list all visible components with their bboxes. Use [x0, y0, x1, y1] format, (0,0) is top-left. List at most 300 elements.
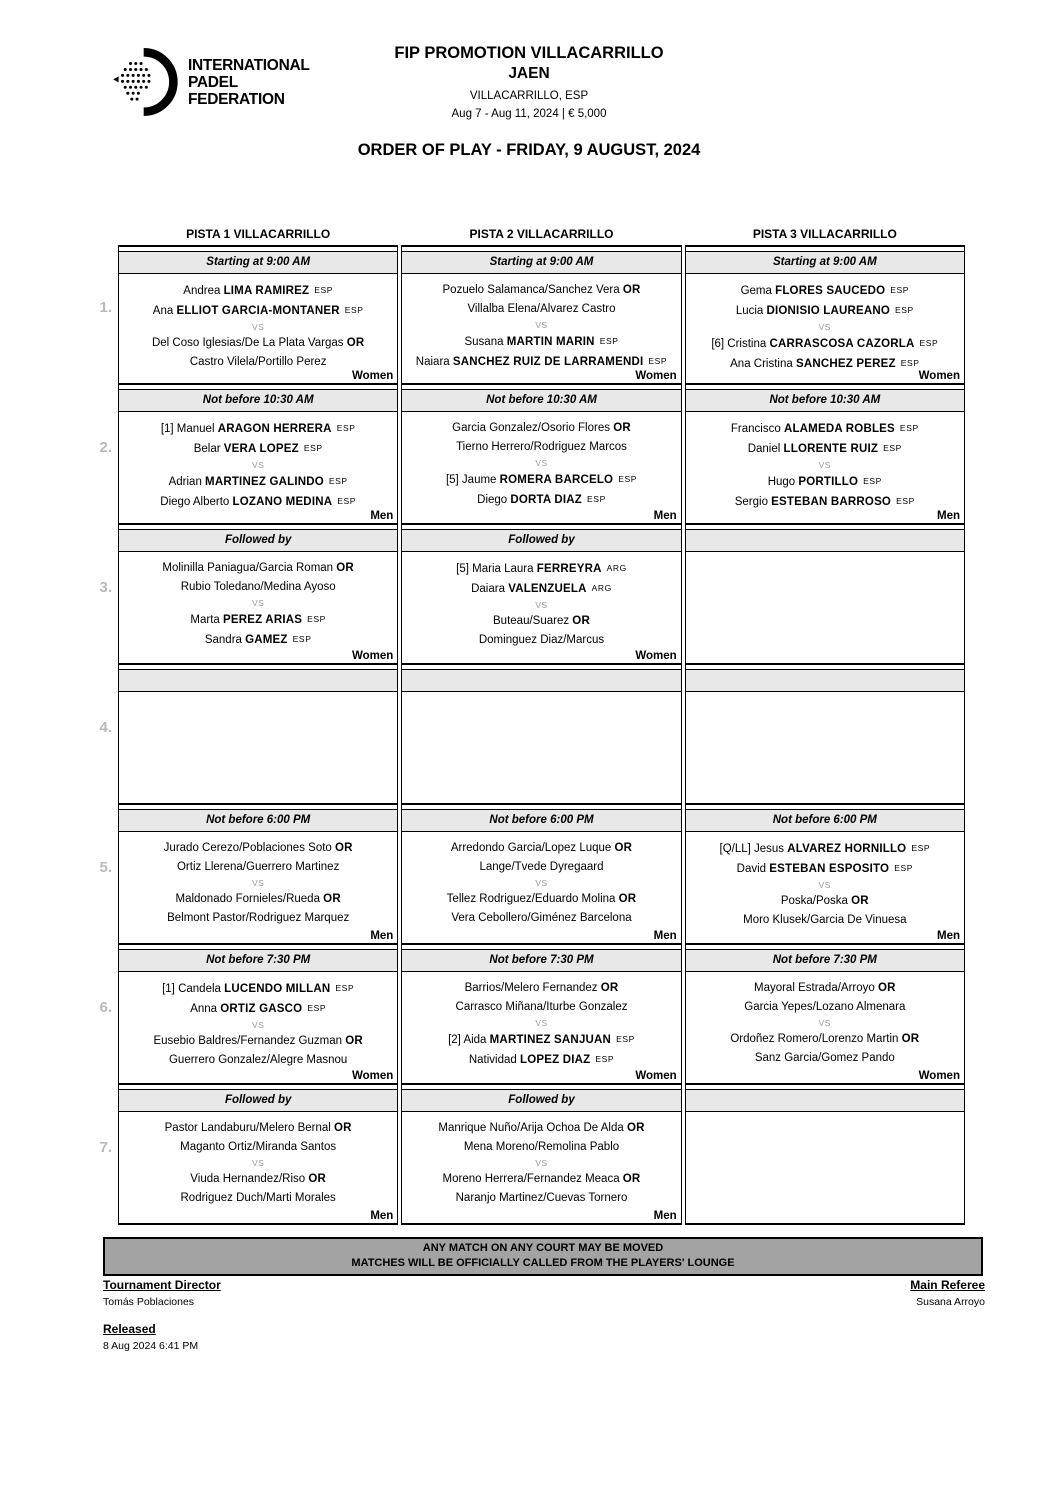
player-text: Daiara	[471, 583, 509, 595]
country-code: ESP	[648, 356, 668, 366]
gender-label: Men	[370, 1210, 394, 1222]
match-line	[402, 1189, 680, 1208]
match-line	[402, 631, 680, 650]
gender-label: Women	[352, 650, 394, 662]
court-headers	[118, 227, 965, 241]
row-number: 5.	[99, 859, 112, 876]
match-line	[402, 1138, 680, 1157]
vs-label: VS	[535, 878, 548, 888]
player-last-name: OR	[877, 982, 896, 994]
federation-name-line2: PADEL	[188, 73, 238, 91]
gender-label: Women	[918, 370, 960, 382]
player-text: Garcia Gonzalez/Osorio Flores	[452, 422, 614, 434]
player-last-name: ORTIZ GASCO	[220, 1003, 303, 1015]
time-band: Not before 7:30 PM	[686, 949, 964, 972]
match-block	[119, 832, 397, 945]
match-line	[119, 1189, 397, 1208]
court-cell	[118, 665, 398, 805]
player-last-name: OR	[622, 284, 641, 296]
notice-line1: ANY MATCH ON ANY COURT MAY BE MOVED	[422, 1242, 664, 1254]
player-last-name: OR	[572, 615, 590, 627]
match-line	[402, 352, 680, 372]
player-last-name: OR	[345, 1035, 363, 1047]
match-line	[402, 438, 680, 457]
player-last-name: VERA LOPEZ	[223, 443, 299, 455]
player-text: Pastor Landaburu/Melero Bernal	[164, 1122, 335, 1134]
player-text: [2] Aida	[448, 1034, 490, 1046]
match-block	[686, 412, 964, 525]
match-line	[119, 281, 397, 301]
country-code: ESP	[900, 358, 920, 368]
match-line	[119, 999, 397, 1019]
match-line	[686, 472, 964, 492]
match-line	[402, 490, 680, 510]
court-cell	[685, 1085, 965, 1225]
match-line	[686, 911, 964, 930]
player-text: [5] Maria Laura	[456, 563, 537, 575]
time-band: Not before 7:30 PM	[402, 949, 680, 972]
court-cell	[685, 945, 965, 1085]
court-cell	[401, 525, 681, 665]
player-last-name: ALAMEDA ROBLES	[783, 423, 895, 435]
main-referee-label: Main Referee	[910, 1278, 985, 1292]
player-text: [5] Jaume	[445, 474, 500, 486]
player-text: [1] Candela	[162, 983, 225, 995]
country-code: ESP	[883, 443, 902, 453]
match-line	[686, 998, 964, 1017]
country-code: ESP	[328, 476, 348, 486]
country-code: ESP	[314, 285, 334, 295]
match-block	[686, 1112, 964, 1225]
match-block	[686, 274, 964, 385]
match-line	[686, 439, 964, 459]
match-line	[119, 559, 397, 578]
order-of-play-title: ORDER OF PLAY - FRIDAY, 9 AUGUST, 2024	[357, 141, 701, 159]
player-text: Naiara	[415, 356, 453, 368]
match-line	[119, 610, 397, 630]
player-last-name: OR	[622, 1173, 641, 1185]
player-text: Dominguez Diaz/Marcus	[478, 634, 605, 646]
vs-label: VS	[251, 878, 265, 888]
vs-label: VS	[251, 460, 265, 470]
player-last-name: SANCHEZ RUIZ DE LARRAMENDI	[452, 356, 644, 368]
player-last-name: LOZANO MEDINA	[232, 496, 333, 508]
vs-label: VS	[251, 1020, 265, 1030]
match-block	[686, 552, 964, 665]
country-code: ESP	[894, 863, 913, 873]
player-text: Carrasco Miñana/Iturbe Gonzalez	[455, 1001, 628, 1013]
player-text: David	[736, 863, 770, 875]
player-last-name: ESTEBAN ESPOSITO	[769, 863, 890, 875]
player-last-name: CARRASCOSA CAZORLA	[769, 338, 915, 350]
match-line	[402, 858, 680, 877]
gender-label: Men	[653, 1210, 677, 1222]
match-line	[119, 858, 397, 877]
match-line	[119, 1138, 397, 1157]
match-line	[686, 1030, 964, 1049]
match-line	[119, 1032, 397, 1051]
player-last-name: VALENZUELA	[508, 583, 587, 595]
player-text: Diego Alberto	[160, 496, 233, 508]
vs-label: VS	[535, 1158, 548, 1168]
court-cell	[685, 665, 965, 805]
match-line	[119, 301, 397, 321]
court-cell	[685, 525, 965, 665]
player-text: Belar	[193, 443, 224, 455]
match-block	[402, 412, 680, 525]
court-cell	[685, 245, 965, 385]
match-line	[402, 1030, 680, 1050]
country-code: ESP	[303, 443, 323, 453]
time-band: Starting at 9:00 AM	[402, 251, 680, 274]
player-text: Lange/Tvede Dyregaard	[479, 861, 604, 873]
match-line	[686, 419, 964, 439]
player-text: [Q/LL] Jesus	[719, 843, 788, 855]
tournament-director-name: Tomás Poblaciones	[103, 1296, 195, 1308]
match-line	[686, 334, 964, 354]
time-band	[119, 669, 397, 692]
court-cell	[118, 805, 398, 945]
time-band: Starting at 9:00 AM	[119, 251, 397, 274]
player-text: Ortiz Llerena/Guerrero Martinez	[176, 861, 340, 873]
match-line	[402, 1050, 680, 1070]
match-block	[402, 1112, 680, 1225]
vs-label: VS	[251, 598, 265, 608]
match-line	[686, 859, 964, 879]
time-band: Not before 10:30 AM	[119, 389, 397, 412]
player-last-name: DORTA DIAZ	[510, 494, 583, 506]
player-text: Andrea	[183, 285, 224, 297]
match-line	[402, 332, 680, 352]
gender-label: Men	[936, 930, 960, 942]
player-text: Manrique Nuño/Arija Ochoa De Alda	[438, 1122, 627, 1134]
match-block	[686, 832, 964, 945]
player-text: Belmont Pastor/Rodriguez Marquez	[167, 912, 350, 924]
match-line	[119, 492, 397, 512]
country-code: ESP	[595, 1054, 615, 1064]
gender-label: Men	[653, 510, 677, 522]
player-text: Rubio Toledano/Medina Ayoso	[180, 581, 336, 593]
schedule-row	[99, 805, 965, 945]
gender-label: Women	[635, 1070, 677, 1082]
gender-label: Men	[370, 510, 394, 522]
player-text: Naranjo Martinez/Cuevas Tornero	[455, 1192, 628, 1204]
match-line	[119, 439, 397, 459]
match-block	[686, 692, 964, 805]
schedule-row	[99, 945, 965, 1085]
time-band: Followed by	[402, 529, 680, 552]
match-block	[119, 692, 397, 805]
tournament-title: FIP PROMOTION VILLACARRILLO	[394, 44, 664, 62]
vs-label: VS	[535, 458, 548, 468]
country-code: ESP	[336, 423, 356, 433]
player-text: [6] Cristina	[711, 338, 770, 350]
player-last-name: PEREZ ARIAS	[223, 614, 303, 626]
time-band: Not before 6:00 PM	[119, 809, 397, 832]
player-text: Ordoñez Romero/Lorenzo Martin	[730, 1033, 902, 1045]
court-cell	[401, 665, 681, 805]
player-last-name: DIONISIO LAUREANO	[766, 305, 891, 317]
player-text: Del Coso Iglesias/De La Plata Vargas	[151, 337, 347, 349]
country-code: ESP	[899, 423, 919, 433]
player-last-name: MARTIN MARIN	[506, 336, 595, 348]
player-text: Natividad	[468, 1054, 520, 1066]
player-last-name: LLORENTE RUIZ	[783, 443, 879, 455]
player-text: Mayoral Estrada/Arroyo	[753, 982, 878, 994]
time-band: Followed by	[119, 529, 397, 552]
match-line	[402, 579, 680, 599]
vs-label: VS	[251, 1158, 265, 1168]
match-line	[119, 578, 397, 597]
match-line	[402, 419, 680, 438]
court-header-pista3: PISTA 3 VILLACARRILLO	[752, 227, 897, 241]
player-text: Lucia	[735, 305, 767, 317]
player-text: Eusebio Baldres/Fernandez Guzman	[153, 1035, 346, 1047]
time-band	[686, 1089, 964, 1112]
player-last-name: ELLIOT GARCIA-MONTANER	[176, 305, 340, 317]
match-block	[119, 274, 397, 385]
player-text: Villalba Elena/Alvarez Castro	[467, 303, 616, 315]
gender-label: Women	[635, 650, 677, 662]
player-text: Castro Vilela/Portillo Perez	[189, 356, 327, 368]
row-number: 3.	[99, 579, 112, 596]
match-line	[119, 472, 397, 492]
player-text: Hugo	[767, 476, 799, 488]
match-line	[119, 630, 397, 650]
match-line	[402, 612, 680, 631]
player-last-name: OR	[346, 337, 365, 349]
schedule-grid	[99, 245, 965, 1225]
match-line	[119, 419, 397, 439]
player-last-name: OR	[334, 1122, 352, 1134]
player-last-name: OR	[626, 1122, 645, 1134]
player-text: Maldonado Fornieles/Rueda	[175, 893, 324, 905]
match-line	[119, 839, 397, 858]
country-code: ESP	[863, 476, 882, 486]
court-cell	[118, 1085, 398, 1225]
player-last-name: MARTINEZ GALINDO	[205, 476, 324, 488]
player-text: Moreno Herrera/Fernandez Meaca	[442, 1173, 623, 1185]
country-code: ESP	[344, 305, 364, 315]
player-text: Gema	[740, 285, 776, 297]
player-text: Sandra	[204, 634, 246, 646]
match-block	[119, 412, 397, 525]
player-last-name: OR	[308, 1173, 327, 1185]
match-line	[119, 1051, 397, 1070]
court-cell	[118, 245, 398, 385]
main-referee-block	[910, 1278, 985, 1308]
player-last-name: ESTEBAN BARROSO	[771, 496, 892, 508]
court-header-pista2: PISTA 2 VILLACARRILLO	[469, 227, 614, 241]
player-last-name: OR	[614, 842, 633, 854]
player-last-name: OR	[901, 1033, 920, 1045]
court-cell	[401, 1085, 681, 1225]
country-code: ESP	[587, 494, 606, 504]
match-line	[402, 559, 680, 579]
player-last-name: OR	[618, 893, 637, 905]
court-cell	[685, 385, 965, 525]
country-code: ESP	[919, 338, 939, 348]
player-text: Tierno Herrero/Rodriguez Marcos	[456, 441, 627, 453]
federation-name-line3: FEDERATION	[188, 90, 285, 108]
court-cell	[401, 385, 681, 525]
court-cell	[401, 245, 681, 385]
player-last-name: FLORES SAUCEDO	[775, 285, 886, 297]
time-band: Followed by	[119, 1089, 397, 1112]
vs-label: VS	[535, 600, 548, 610]
time-band: Starting at 9:00 AM	[686, 251, 964, 274]
tournament-location: VILLACARRILLO, ESP	[469, 90, 589, 102]
match-line	[119, 1119, 397, 1138]
country-code: ESP	[616, 1034, 635, 1044]
player-text: Daniel	[747, 443, 784, 455]
player-last-name: MARTINEZ SANJUAN	[489, 1034, 612, 1046]
player-text: Anna	[190, 1003, 221, 1015]
player-text: Maganto Ortiz/Miranda Santos	[180, 1141, 337, 1153]
match-line	[402, 470, 680, 490]
match-block	[402, 552, 680, 665]
time-band: Not before 6:00 PM	[686, 809, 964, 832]
released-label: Released	[103, 1322, 156, 1336]
schedule-row	[99, 1085, 965, 1225]
match-line	[686, 892, 964, 911]
court-cell	[118, 945, 398, 1085]
player-last-name: LOPEZ DIAZ	[519, 1054, 591, 1066]
player-text: Ana Cristina	[730, 358, 796, 370]
country-code: ESP	[307, 614, 326, 624]
schedule-row	[99, 525, 965, 665]
schedule-row	[99, 665, 965, 805]
match-block	[402, 972, 680, 1085]
match-line	[402, 1119, 680, 1138]
match-line	[119, 1170, 397, 1189]
gender-label: Men	[370, 930, 394, 942]
player-text: Barrios/Melero Fernandez	[464, 982, 601, 994]
match-block	[402, 274, 680, 385]
court-header-pista1: PISTA 1 VILLACARRILLO	[186, 227, 331, 241]
country-code: ESP	[890, 285, 910, 295]
country-code: ESP	[292, 634, 312, 644]
country-code: ESP	[307, 1003, 327, 1013]
match-block	[119, 972, 397, 1085]
vs-label: VS	[818, 322, 831, 332]
time-band: Not before 7:30 PM	[119, 949, 397, 972]
vs-label: VS	[251, 322, 265, 332]
country-code: ESP	[895, 305, 914, 315]
match-block	[402, 692, 680, 805]
player-text: Sergio	[734, 496, 772, 508]
tournament-dates-prize: Aug 7 - Aug 11, 2024 | € 5,000	[451, 108, 607, 120]
time-band: Followed by	[402, 1089, 680, 1112]
player-last-name: SANCHEZ PEREZ	[795, 358, 896, 370]
player-last-name: LUCENDO MILLAN	[224, 983, 331, 995]
court-cell	[118, 385, 398, 525]
player-last-name: ROMERA BARCELO	[499, 474, 614, 486]
player-last-name: GAMEZ	[245, 634, 288, 646]
match-line	[686, 1049, 964, 1068]
player-text: Pozuelo Salamanca/Sanchez Vera	[442, 284, 623, 296]
vs-label: VS	[818, 460, 831, 470]
country-code: ESP	[337, 496, 357, 506]
released-timestamp: 8 Aug 2024 6:41 PM	[103, 1340, 199, 1352]
vs-label: VS	[535, 1018, 548, 1028]
time-band	[686, 669, 964, 692]
match-line	[686, 492, 964, 512]
court-cell	[685, 805, 965, 945]
time-band: Not before 10:30 AM	[402, 389, 680, 412]
match-block	[119, 1112, 397, 1225]
match-line	[402, 998, 680, 1017]
tournament-subtitle: JAEN	[508, 65, 550, 82]
country-code: ESP	[335, 983, 355, 993]
match-line	[402, 300, 680, 319]
main-referee-name: Susana Arroyo	[916, 1296, 985, 1308]
match-line	[402, 839, 680, 858]
match-block	[402, 832, 680, 945]
player-last-name: LIMA RAMIREZ	[223, 285, 310, 297]
gender-label: Women	[918, 1070, 960, 1082]
player-text: Arredondo Garcia/Lopez Luque	[450, 842, 615, 854]
vs-label: VS	[818, 880, 831, 890]
player-last-name: OR	[323, 893, 341, 905]
match-line	[119, 909, 397, 928]
player-last-name: OR	[613, 422, 631, 434]
court-cell	[401, 945, 681, 1085]
player-text: Diego	[477, 494, 511, 506]
player-last-name: OR	[851, 895, 869, 907]
match-line	[686, 301, 964, 321]
match-line	[402, 1170, 680, 1189]
player-text: Francisco	[730, 423, 784, 435]
country-code: ESP	[599, 336, 619, 346]
match-line	[686, 839, 964, 859]
player-text: Adrian	[168, 476, 206, 488]
federation-name-line1: INTERNATIONAL	[188, 56, 310, 74]
time-band: Not before 6:00 PM	[402, 809, 680, 832]
time-band	[402, 669, 680, 692]
vs-label: VS	[818, 1018, 831, 1028]
player-last-name: PORTILLO	[798, 476, 859, 488]
gender-label: Men	[936, 510, 960, 522]
tournament-director-label: Tournament Director	[103, 1278, 221, 1292]
country-code: ARG	[591, 583, 612, 593]
match-line	[119, 334, 397, 353]
court-cell	[118, 525, 398, 665]
match-line	[119, 890, 397, 909]
notice-box	[103, 1237, 983, 1276]
match-line	[402, 979, 680, 998]
match-block	[119, 552, 397, 665]
country-code: ESP	[896, 496, 915, 506]
match-line	[686, 979, 964, 998]
player-last-name: OR	[335, 842, 353, 854]
match-line	[402, 890, 680, 909]
gender-label: Women	[635, 370, 677, 382]
gender-label: Women	[352, 1070, 394, 1082]
document-footer	[103, 1278, 985, 1352]
row-number: 2.	[99, 439, 112, 456]
player-text: Garcia Yepes/Lozano Almenara	[744, 1001, 906, 1013]
player-text: Marta	[190, 614, 223, 626]
player-text: Tellez Rodriguez/Eduardo Molina	[446, 893, 619, 905]
tournament-header	[0, 44, 1058, 120]
row-number: 4.	[99, 719, 112, 736]
player-last-name: ALVAREZ HORNILLO	[787, 843, 907, 855]
vs-label: VS	[535, 320, 548, 330]
match-line	[686, 281, 964, 301]
player-text: Poska/Poska	[780, 895, 852, 907]
notice-line2: MATCHES WILL BE OFFICIALLY CALLED FROM THE PLAYERS' LOUNGE	[351, 1257, 735, 1269]
